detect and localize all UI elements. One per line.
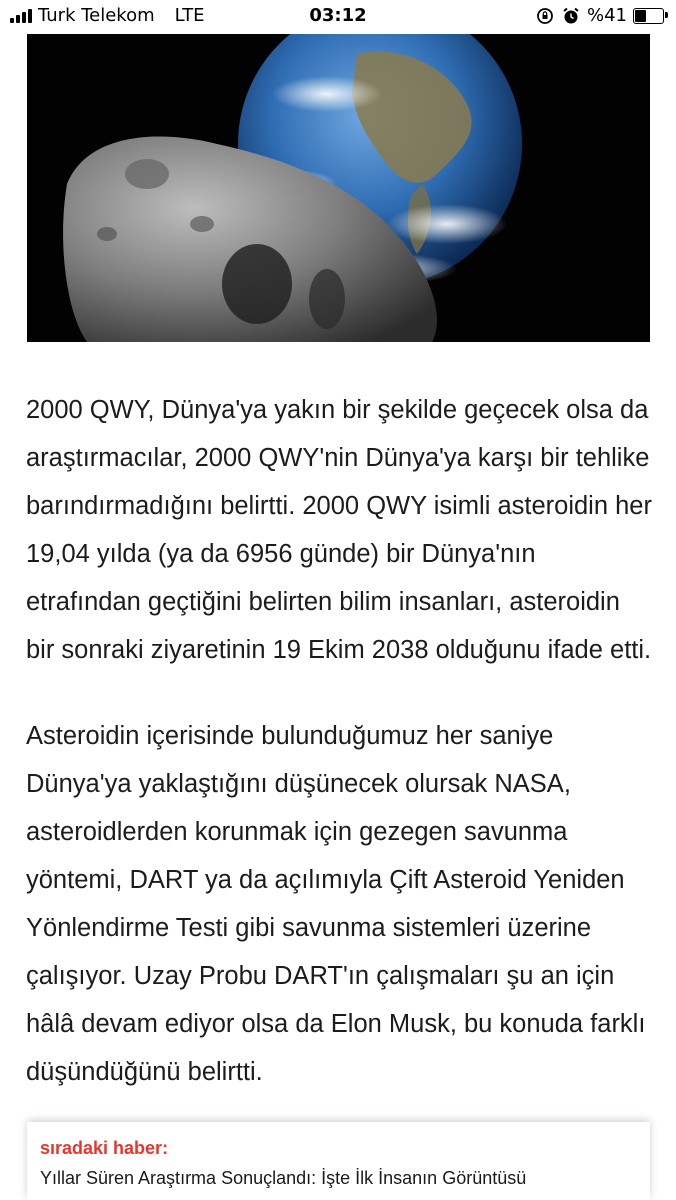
asteroid-and-earth-image [27,34,650,342]
battery-icon [633,8,664,24]
hero-illustration [27,34,650,342]
status-time: 03:12 [309,5,367,26]
next-news-card[interactable] [27,1122,650,1200]
alarm-clock-icon [561,6,581,26]
battery-percent: %41 [586,5,627,26]
article-body [26,386,652,1134]
status-bar [0,0,676,34]
network-type: LTE [174,5,205,26]
article-paragraph: 2000 QWY, Dünya'ya yakın bir şekilde geçecek olsa da araştırmacılar, 2000 QWY'nin Dünya'ya karşı bir tehlike barındırmadığını belirtti. 2000 QWY isimli asteroidin her 19,04 yılda (ya da 6956 günde) bir Dünya'nın etrafından geçtiğini belirten bilim insanları, asteroidin bir sonraki ziyaretinin 19 Ekim 2038 olduğunu ifade etti. [26,396,652,664]
article-paragraph: Asteroidin içerisinde bulunduğumuz her saniye Dünya'ya yaklaştığını düşünecek olursak NASA, asteroidlerden korunmak için gezegen savunma yöntemi, DART ya da açılımıyla Çift Asteroid Yeniden Yönlendirme Testi gibi savunma sistemleri üzerine çalışıyor. Uzay Probu DART'ın çalışmaları şu an için hâlâ devam ediyor olsa da Elon Musk, bu konuda farklı düşündüğünü belirtti. [26,722,646,1086]
battery-fill [635,10,646,22]
rotation-lock-icon [535,6,555,26]
status-right [535,5,664,26]
carrier-name: Turk Telekom [38,5,155,26]
next-news-title[interactable]: Yıllar Süren Araştırma Sonuçlandı: İşte İlk İnsanın Görüntüsü [40,1168,527,1188]
next-news-label: sıradaki haber: [40,1138,169,1158]
